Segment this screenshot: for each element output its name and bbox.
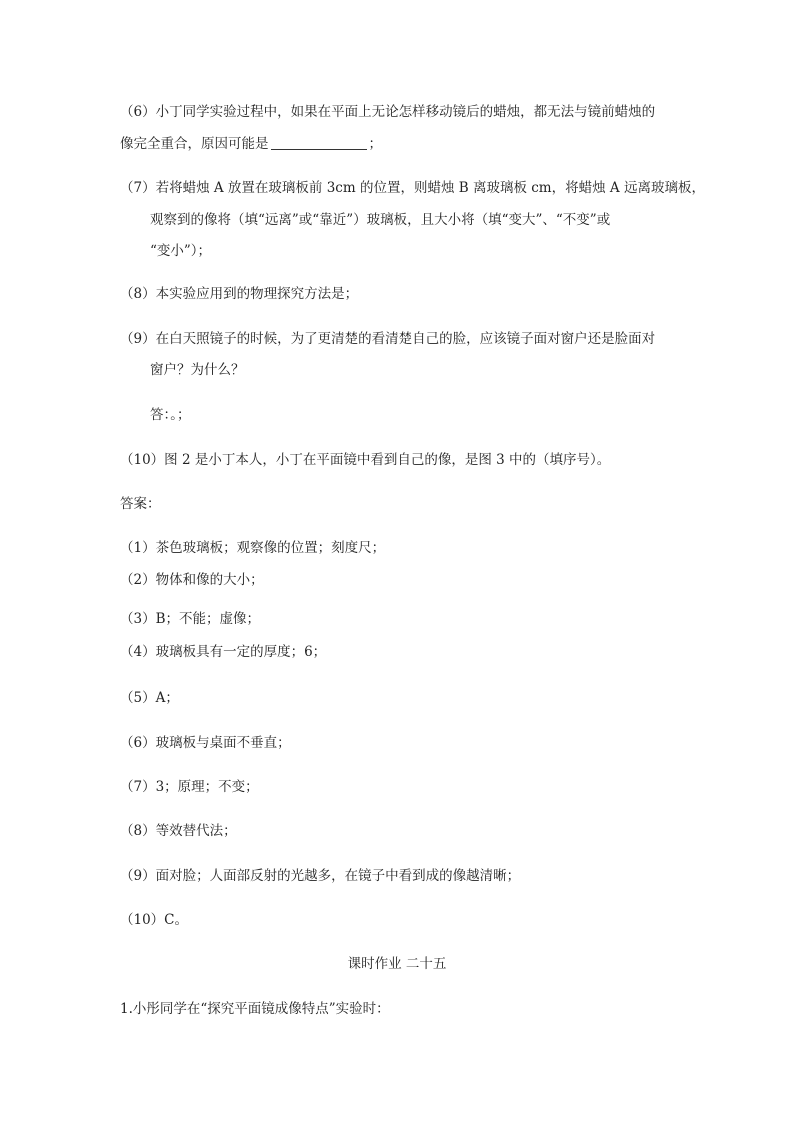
question-10: （10）图 2 是小丁本人，小丁在平面镜中看到自己的像，是图 3 中的（填序号）。 (120, 452, 611, 468)
question-7-line-2: 观察到的像将（填“远离”或“靠近”）玻璃板，且大小将（填“变大”、“不变”或 (150, 212, 611, 228)
question-8: （8）本实验应用到的物理探究方法是； (120, 286, 359, 302)
answer-1: （1）茶色玻璃板；观察像的位置；刻度尺； (120, 540, 386, 556)
answer-8: （8）等效替代法； (120, 823, 237, 839)
answer-6: （6）玻璃板与桌面不垂直； (120, 735, 291, 751)
question-9-line-1: （9）在白天照镜子的时候，为了更清楚的看清楚自己的脸，应该镜子面对窗户还是脸面对 (120, 331, 656, 347)
answer-3: （3）B；不能；虚像； (120, 611, 261, 627)
answer-7: （7）3；原理；不变； (120, 779, 259, 795)
section-title: 课时作业 二十五 (347, 956, 447, 972)
answer-10: （10）C。 (120, 912, 189, 928)
section-question-1: 1.小彤同学在“探究平面镜成像特点”实验时： (120, 1001, 390, 1017)
answer-4: （4）玻璃板具有一定的厚度；6； (120, 644, 327, 660)
answer-blank (271, 135, 367, 150)
question-6-end: ； (368, 136, 382, 152)
answers-heading: 答案： (120, 496, 161, 512)
answer-5: （5）A； (120, 690, 179, 706)
answer-9: （9）面对脸；人面部反射的光越多，在镜子中看到成的像越清晰； (120, 868, 521, 884)
question-6-line-2 (120, 134, 382, 154)
question-7-line-1: （7）若将蜡烛 A 放置在玻璃板前 3cm 的位置，则蜡烛 B 离玻璃板 cm，将蜡烛 A 远离玻璃板， (120, 180, 705, 196)
question-9-answer: 答：。； (150, 407, 191, 423)
question-6-line-1: （6）小丁同学实验过程中，如果在平面上无论怎样移动镜后的蜡烛，都无法与镜前蜡烛的 (120, 104, 656, 120)
answer-2: （2）物体和像的大小； (120, 572, 264, 588)
question-6-text: 像完全重合，原因可能是 (120, 136, 269, 152)
question-9-line-2: 窗户？为什么？ (150, 362, 245, 378)
question-7-line-3: “变小”）； (150, 243, 212, 259)
